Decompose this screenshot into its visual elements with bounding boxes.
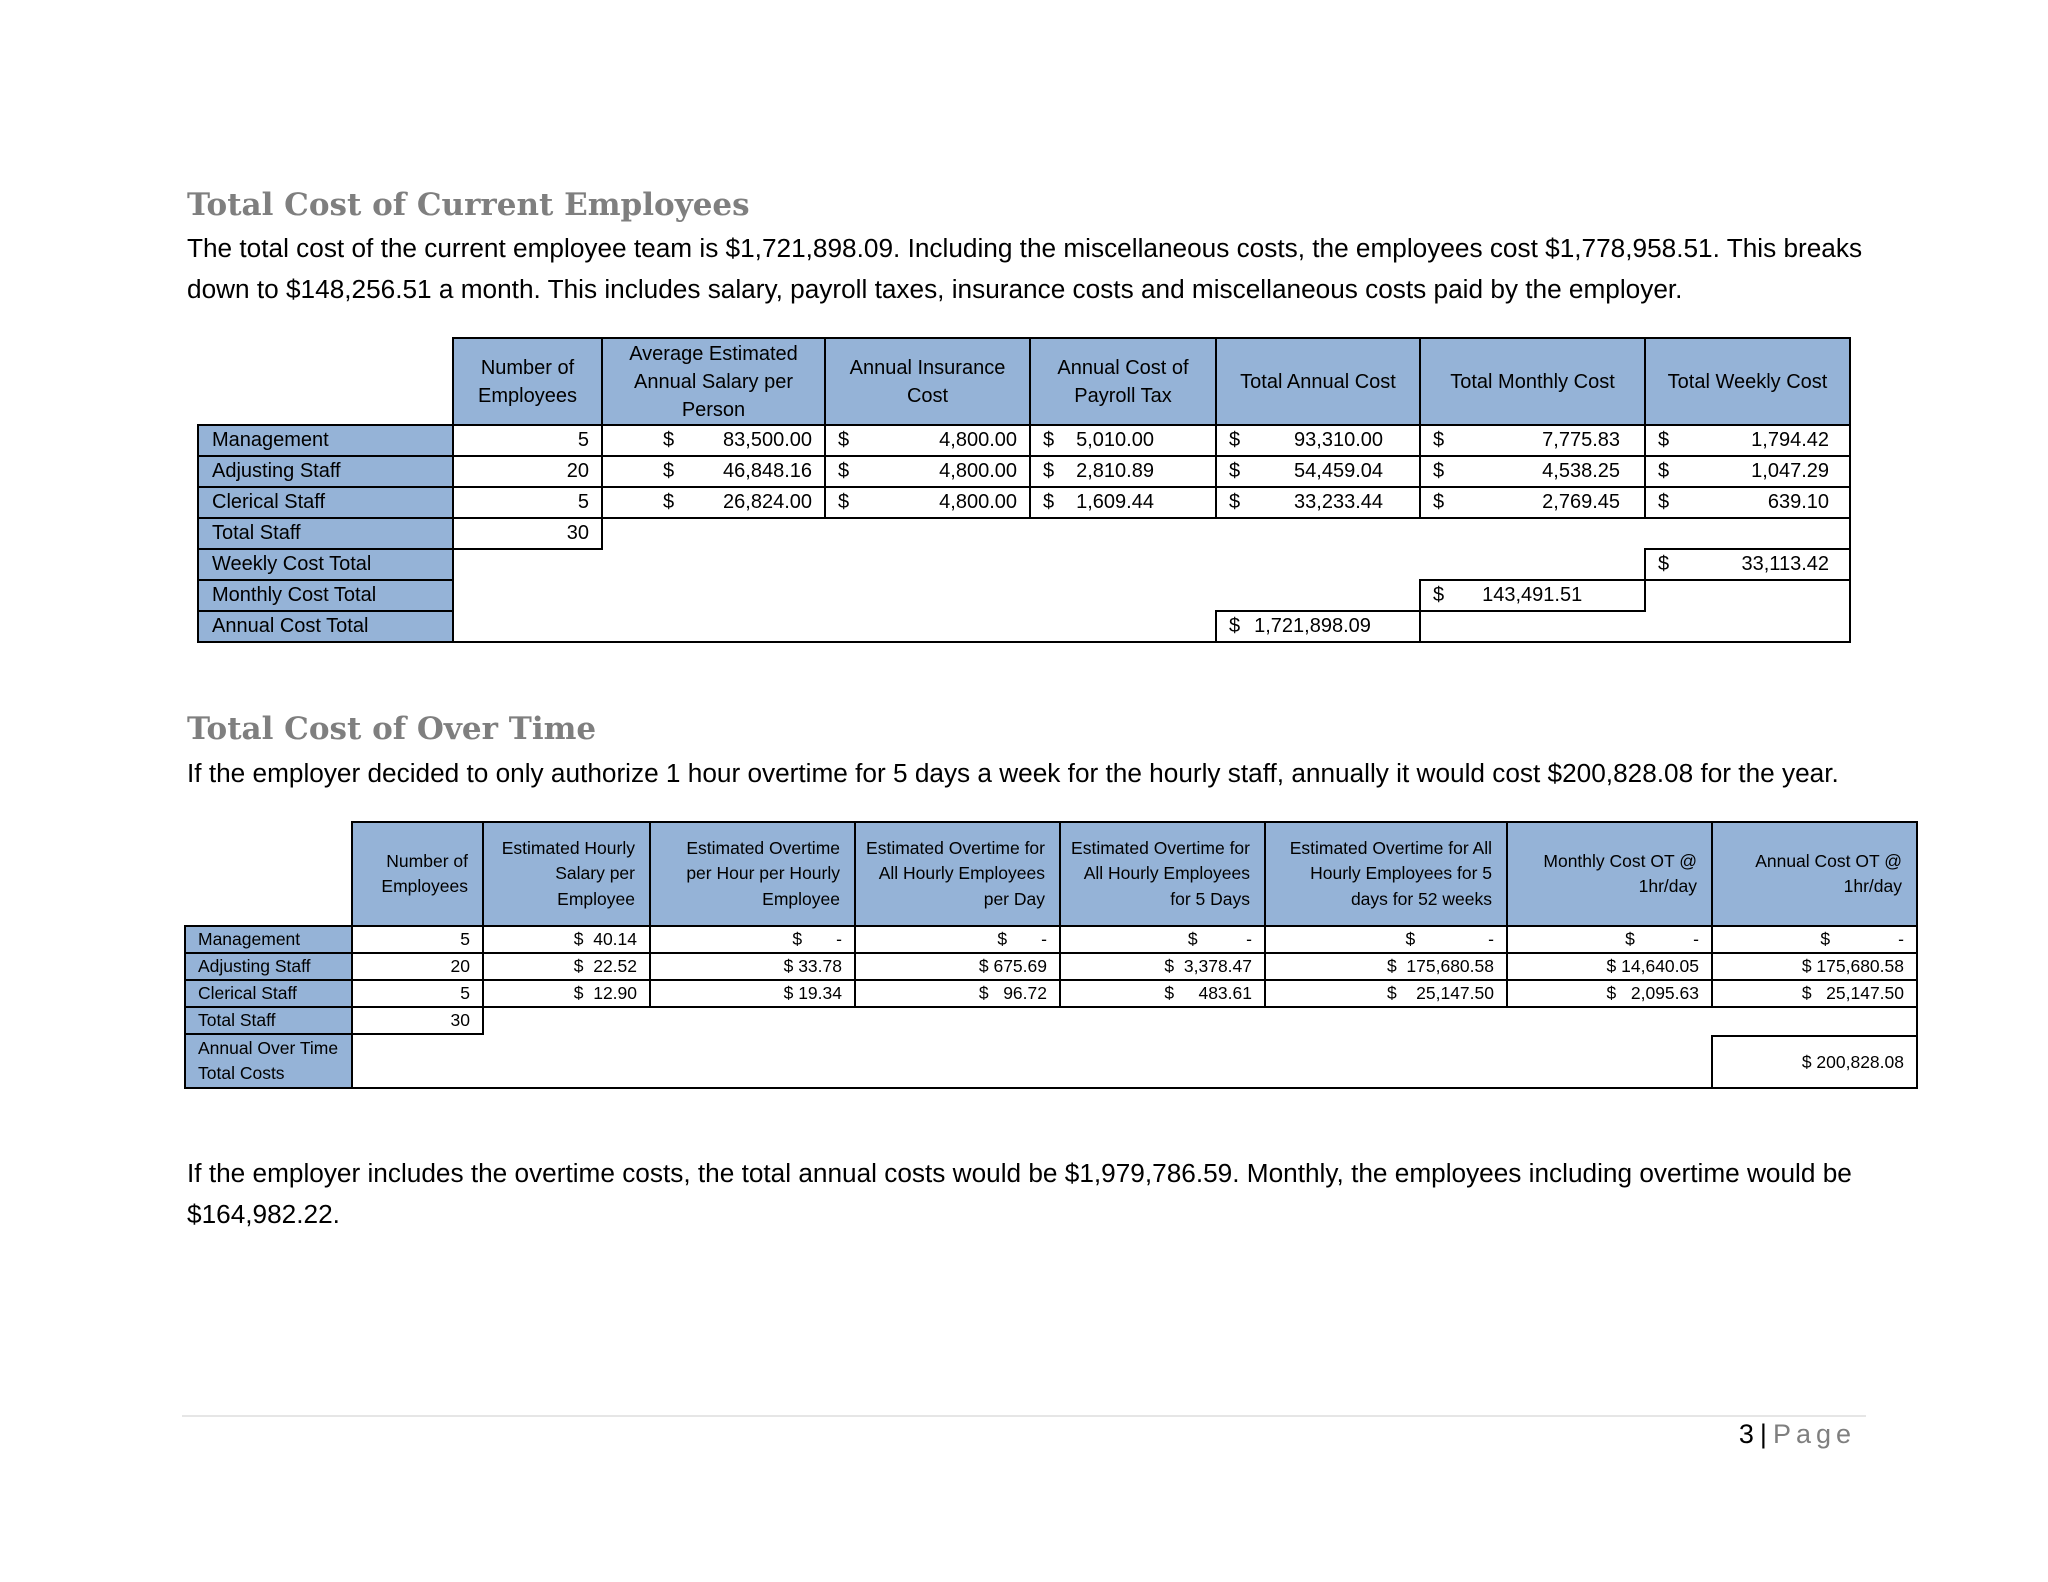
column-header: Total Annual Cost — [1215, 337, 1421, 426]
column-header: Total Weekly Cost — [1644, 337, 1851, 426]
overtime-annual-total-value: $ 200,828.08 — [1711, 1035, 1918, 1089]
table-cell: $ 12.90 — [482, 979, 651, 1008]
row-label: Total Staff — [184, 1006, 353, 1035]
table-cell — [1644, 486, 1851, 519]
footer-divider — [182, 1415, 1866, 1417]
table-cell: 5 — [452, 424, 603, 457]
cell-value: 4,800.00 — [939, 460, 1017, 482]
column-header: Number of Employees — [351, 821, 484, 927]
currency-symbol: $ — [663, 491, 675, 513]
table-cell — [601, 455, 826, 488]
column-header: Annual Cost of Payroll Tax — [1029, 337, 1217, 426]
row-label: Annual Over Time Total Costs — [184, 1033, 353, 1089]
column-header: Estimated Overtime for All Hourly Employees for 5 Days — [1059, 821, 1266, 927]
row-label: Weekly Cost Total — [197, 548, 454, 581]
currency-symbol: $ — [1658, 460, 1670, 482]
table-cell: $ 175,680.58 — [1711, 952, 1918, 981]
table-cell: $ 25,147.50 — [1264, 979, 1508, 1008]
table-cell — [1029, 486, 1217, 519]
overtime-totals-frame — [351, 1006, 1918, 1089]
row-label: Total Staff — [197, 517, 454, 550]
cell-value: 143,491.51 — [1482, 584, 1583, 606]
table-cell: $ 25,147.50 — [1711, 979, 1918, 1008]
cell-value: 5,010.00 — [1076, 429, 1154, 451]
table-cell: $ 33.78 — [649, 952, 856, 981]
column-header: Estimated Overtime for All Hourly Employees per Day — [854, 821, 1061, 927]
table-cell: $ 3,378.47 — [1059, 952, 1266, 981]
table-cell — [1029, 424, 1217, 457]
table-cell: 5 — [351, 979, 484, 1008]
column-header: Annual Cost OT @ 1hr/day — [1711, 821, 1918, 927]
table-cell: 20 — [452, 455, 603, 488]
page-number: 3 — [1738, 1419, 1754, 1449]
table-cell — [1029, 455, 1217, 488]
row-label: Monthly Cost Total — [197, 579, 454, 612]
cell-value: 4,800.00 — [939, 491, 1017, 513]
table-cell: $ 96.72 — [854, 979, 1061, 1008]
row-label: Adjusting Staff — [184, 952, 353, 981]
annual-cost-total-value — [1215, 610, 1421, 643]
column-header: Number of Employees — [452, 337, 603, 426]
table-cell: $ 175,680.58 — [1264, 952, 1508, 981]
currency-symbol: $ — [663, 429, 675, 451]
currency-symbol: $ — [838, 460, 850, 482]
cell-value: 1,609.44 — [1076, 491, 1154, 513]
currency-symbol: $ — [1658, 491, 1670, 513]
cell-value: 1,047.29 — [1751, 460, 1829, 482]
section-heading-current-employees: Total Cost of Current Employees — [187, 187, 750, 223]
currency-symbol: $ — [1658, 553, 1670, 575]
cell-value: 4,538.25 — [1542, 460, 1620, 482]
column-header: Total Monthly Cost — [1419, 337, 1646, 426]
section-paragraph-overtime: If the employer decided to only authorize 1 hour overtime for 5 days a week for the hourly staff, annually it would cost $200,828.08 for the year. — [187, 758, 1839, 788]
table-cell — [1419, 424, 1646, 457]
table-cell — [601, 486, 826, 519]
currency-symbol: $ — [1043, 429, 1055, 451]
currency-symbol: $ — [1043, 491, 1055, 513]
table-cell: 20 — [351, 952, 484, 981]
table-cell: $ 14,640.05 — [1506, 952, 1713, 981]
row-label: Clerical Staff — [184, 979, 353, 1008]
table-cell — [1644, 424, 1851, 457]
closing-paragraph: If the employer includes the overtime costs, the total annual costs would be $1,979,786.59. Monthly, the employees including overtime would be $164,982.22. — [187, 1158, 1852, 1229]
page-separator: | — [1759, 1419, 1767, 1449]
section-heading-overtime: Total Cost of Over Time — [187, 711, 597, 747]
column-header: Annual Insurance Cost — [824, 337, 1031, 426]
currency-symbol: $ — [1433, 460, 1445, 482]
cell-value: 83,500.00 — [723, 429, 812, 451]
table-cell: $ - — [854, 925, 1061, 954]
currency-symbol: $ — [1043, 460, 1055, 482]
section-paragraph-current-employees: The total cost of the current employee team is $1,721,898.09. Including the miscellaneous costs, the employees cost $1,778,958.51. This breaks down to $148,256.51 a month. This includes salary, payroll taxes, insurance costs and miscellaneous costs paid by the employer. — [187, 233, 1863, 304]
table-cell: $ - — [1506, 925, 1713, 954]
row-label: Adjusting Staff — [197, 455, 454, 488]
cell-value: 54,459.04 — [1294, 460, 1383, 482]
column-header: Estimated Overtime per Hour per Hourly Employee — [649, 821, 856, 927]
column-header: Estimated Overtime for All Hourly Employees for 5 days for 52 weeks — [1264, 821, 1508, 927]
table-cell: $ 22.52 — [482, 952, 651, 981]
row-label: Management — [184, 925, 353, 954]
currency-symbol: $ — [1229, 460, 1241, 482]
row-label: Management — [197, 424, 454, 457]
table-cell — [824, 455, 1031, 488]
table-cell — [1215, 455, 1421, 488]
table-cell — [824, 486, 1031, 519]
currency-symbol: $ — [838, 491, 850, 513]
table-cell — [1215, 486, 1421, 519]
cell-value: 1,721,898.09 — [1254, 615, 1371, 637]
table-cell: $ 19.34 — [649, 979, 856, 1008]
column-header: Monthly Cost OT @ 1hr/day — [1506, 821, 1713, 927]
table-cell: $ - — [1264, 925, 1508, 954]
cell-value: 2,810.89 — [1076, 460, 1154, 482]
currency-symbol: $ — [663, 460, 675, 482]
cell-value: 46,848.16 — [723, 460, 812, 482]
cell-value: 26,824.00 — [723, 491, 812, 513]
table-cell: $ 675.69 — [854, 952, 1061, 981]
table-cell: $ 40.14 — [482, 925, 651, 954]
overtime-total-staff-value: 30 — [351, 1006, 484, 1035]
currency-symbol: $ — [1229, 429, 1241, 451]
table-cell — [601, 424, 826, 457]
cell-value: 33,233.44 — [1294, 491, 1383, 513]
table-cell: 5 — [351, 925, 484, 954]
currency-symbol: $ — [1433, 429, 1445, 451]
cell-value: 93,310.00 — [1294, 429, 1383, 451]
currency-symbol: $ — [1229, 615, 1241, 637]
cell-value: 7,775.83 — [1542, 429, 1620, 451]
table-cell: $ - — [1711, 925, 1918, 954]
table-cell: $ - — [649, 925, 856, 954]
cell-value: 639.10 — [1767, 491, 1829, 513]
row-label: Annual Cost Total — [197, 610, 454, 643]
column-header: Average Estimated Annual Salary per Person — [601, 337, 826, 426]
currency-symbol: $ — [1433, 584, 1445, 606]
table-cell: $ 2,095.63 — [1506, 979, 1713, 1008]
table-cell: $ 483.61 — [1059, 979, 1266, 1008]
table-cell — [1419, 455, 1646, 488]
total-staff-value: 30 — [452, 517, 603, 550]
currency-symbol: $ — [1229, 491, 1241, 513]
page-footer — [1739, 1419, 1856, 1450]
weekly-cost-total-value — [1644, 548, 1851, 581]
table-cell — [1644, 455, 1851, 488]
table-cell: $ - — [1059, 925, 1266, 954]
row-label: Clerical Staff — [197, 486, 454, 519]
cell-value: 2,769.45 — [1542, 491, 1620, 513]
cell-value: 4,800.00 — [939, 429, 1017, 451]
cell-value: 1,794.42 — [1751, 429, 1829, 451]
table-cell — [1419, 486, 1646, 519]
table-cell: 5 — [452, 486, 603, 519]
column-header: Estimated Hourly Salary per Employee — [482, 821, 651, 927]
table-cell — [1215, 424, 1421, 457]
cell-value: 33,113.42 — [1741, 553, 1829, 575]
table-cell — [824, 424, 1031, 457]
monthly-cost-total-value — [1419, 579, 1646, 612]
currency-symbol: $ — [1433, 491, 1445, 513]
page-word: Page — [1772, 1419, 1856, 1449]
currency-symbol: $ — [838, 429, 850, 451]
currency-symbol: $ — [1658, 429, 1670, 451]
